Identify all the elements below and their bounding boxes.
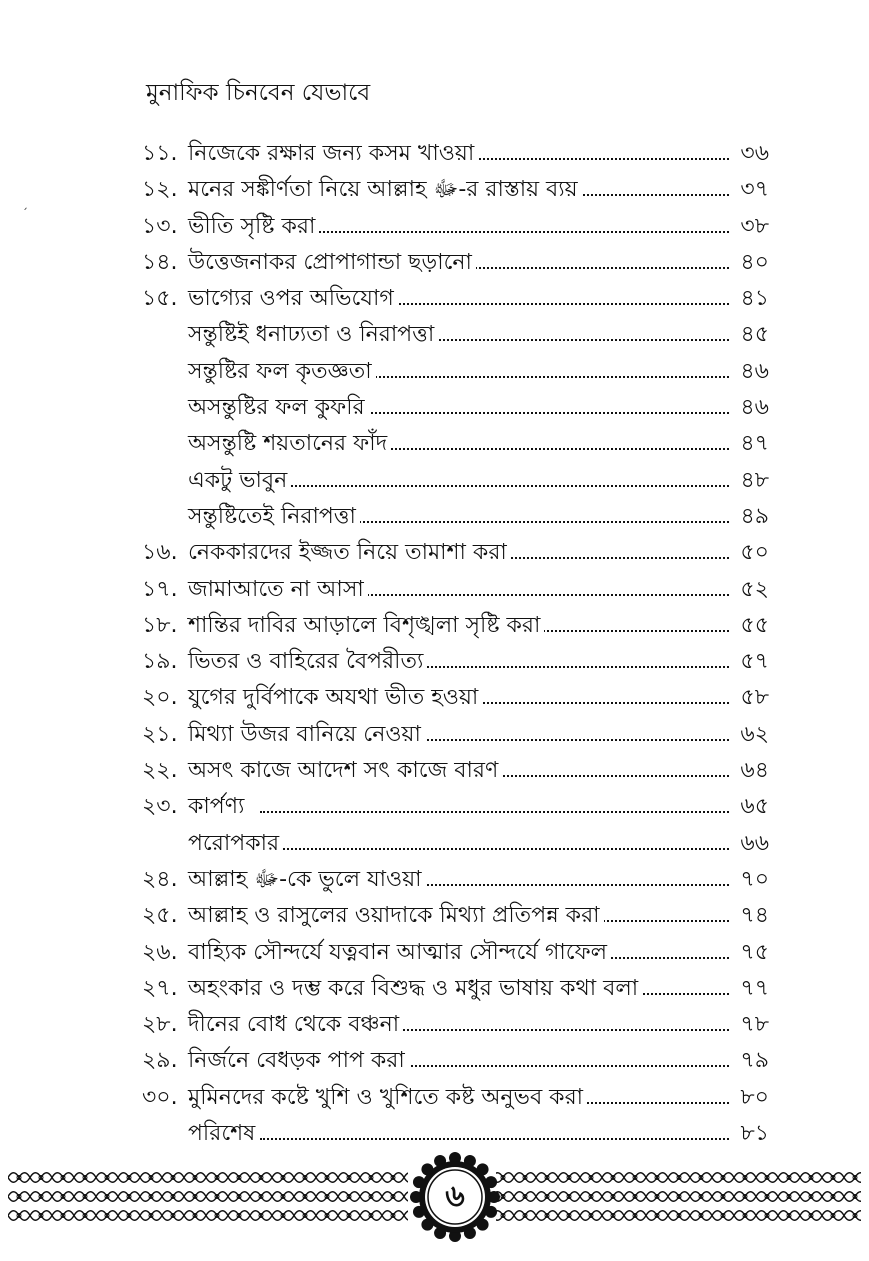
toc-entry-title: আল্লাহ ও রাসুলের ওয়াদাকে মিথ্যা প্রতিপন্ন করা <box>188 898 604 935</box>
toc-entry-number: ২৬. <box>142 939 178 965</box>
toc-entry <box>0 1003 869 1039</box>
toc-entry-number: ২৭. <box>142 975 178 1001</box>
toc-entry-title: মুমিনদের কষ্টে খুশি ও খুশিতে কষ্ট অনুভব করা <box>188 1080 587 1117</box>
toc-entry <box>0 168 869 204</box>
toc-dot-leader <box>260 231 729 233</box>
toc-entry-title: ভীতি সৃষ্টি করা <box>188 209 319 246</box>
toc-entry <box>0 1039 869 1075</box>
toc-entry-page: ৪০ <box>740 249 769 275</box>
table-of-contents <box>0 132 869 1148</box>
toc-entry-number: ২৯. <box>142 1048 178 1074</box>
toc-entry-title: নেককারদের ইজ্জত নিয়ে তামাশা করা <box>188 535 511 572</box>
toc-entry-title: ভাগ্যের ওপর অভিযোগ <box>188 281 398 318</box>
running-head: মুনাফিক চিনবেন যেভাবে <box>146 80 371 106</box>
toc-entry-title: দীনের বোধ থেকে বঞ্চনা <box>188 1007 403 1044</box>
toc-entry-title: অসৎ কাজে আদেশ সৎ কাজে বারণ <box>188 753 502 790</box>
toc-entry-page: ৬৬ <box>740 830 769 856</box>
toc-entry-title: বাহ্যিক সৌন্দর্যে যত্নবান আত্মার সৌন্দর্যে গাফেল <box>188 935 611 972</box>
toc-entry <box>0 785 869 821</box>
toc-entry-number: ১৪. <box>142 249 178 275</box>
toc-entry <box>0 931 869 967</box>
toc-entry-title: পরিশেষ <box>188 1116 259 1153</box>
toc-entry-title: পরোপকার <box>188 826 283 863</box>
toc-entry-page: ৪৬ <box>740 395 769 421</box>
toc-entry-title: যুগের দুর্বিপাকে অযথা ভীত হওয়া <box>188 680 482 717</box>
margin-mark: ˏ <box>22 196 28 210</box>
toc-entry-page: ৫৫ <box>740 612 769 638</box>
toc-entry-number: ২০. <box>142 685 178 711</box>
toc-entry-title: কার্পণ্য <box>188 789 248 826</box>
toc-entry-number: ১২. <box>142 177 178 203</box>
toc-entry-title: নির্জনে বেধড়ক পাপ করা <box>188 1043 409 1080</box>
toc-entry-title: নিজেকে রক্ষার জন্য কসম খাওয়া <box>188 136 478 173</box>
toc-entry <box>0 822 869 858</box>
toc-entry-page: ৭৪ <box>740 903 769 929</box>
toc-entry <box>0 568 869 604</box>
toc-entry-number: ৩০. <box>142 1084 178 1110</box>
toc-entry <box>0 241 869 277</box>
toc-entry-title: অসন্তুষ্টি শয়তানের ফাঁদ <box>188 426 391 463</box>
toc-entry <box>0 313 869 349</box>
toc-entry <box>0 640 869 676</box>
toc-entry-title: সন্তুষ্টিতেই নিরাপত্তা <box>188 499 360 536</box>
toc-entry <box>0 604 869 640</box>
toc-entry-title: মনের সঙ্কীর্ণতা নিয়ে আল্লাহ ﷻ-র রাস্তায় ব্যয় <box>188 172 582 209</box>
toc-entry <box>0 205 869 241</box>
toc-entry <box>0 350 869 386</box>
toc-entry-page: ৩৬ <box>740 141 769 166</box>
toc-entry-page: ৭৭ <box>740 975 769 1001</box>
toc-entry-page: ৩৮ <box>740 213 769 239</box>
toc-entry-page: ৪৯ <box>740 503 769 529</box>
toc-entry-title: ভিতর ও বাহিরের বৈপরীত্য <box>188 644 427 681</box>
toc-entry <box>0 132 869 168</box>
toc-entry <box>0 422 869 458</box>
toc-entry-number: ১৬. <box>142 540 178 566</box>
toc-entry <box>0 894 869 930</box>
toc-entry-page: ৫৭ <box>740 649 769 675</box>
toc-entry-page: ৭০ <box>740 866 769 892</box>
toc-entry-page: ৪৬ <box>740 358 769 384</box>
toc-entry-page: ৭৫ <box>740 939 769 965</box>
toc-entry <box>0 1076 869 1112</box>
toc-entry-title: অহংকার ও দম্ভ করে বিশুদ্ধ ও মধুর ভাষায় কথা বলা <box>188 971 642 1008</box>
toc-entry-number: ২১. <box>142 721 178 747</box>
toc-entry-page: ৮০ <box>740 1084 769 1110</box>
toc-entry-number: ২২. <box>142 758 178 784</box>
toc-entry-page: ৪৭ <box>740 431 769 457</box>
toc-entry-title: সন্তুষ্টির ফল কৃতজ্ঞতা <box>188 354 376 391</box>
toc-entry-title: সন্তুষ্টিই ধনাঢ্যতা ও নিরাপত্তা <box>188 317 438 354</box>
toc-entry-title: আল্লাহ ﷻ-কে ভুলে যাওয়া <box>188 862 426 899</box>
toc-entry <box>0 967 869 1003</box>
toc-entry <box>0 676 869 712</box>
toc-entry-page: ৪৮ <box>740 467 769 493</box>
toc-entry-page: ৭৮ <box>740 1012 769 1038</box>
toc-entry <box>0 858 869 894</box>
toc-entry-title: মিথ্যা উজর বানিয়ে নেওয়া <box>188 717 425 754</box>
toc-dot-leader <box>260 811 729 813</box>
toc-entry-page: ৫২ <box>740 576 769 602</box>
toc-dot-leader <box>260 485 729 487</box>
toc-entry-page: ৪১ <box>740 286 769 312</box>
toc-entry <box>0 459 869 495</box>
toc-entry-number: ২৪. <box>142 866 178 892</box>
toc-entry <box>0 386 869 422</box>
toc-entry-title: একটু ভাবুন <box>188 463 291 500</box>
toc-entry-number: ২৮. <box>142 1012 178 1038</box>
toc-entry-number: ১৯. <box>142 649 178 675</box>
toc-entry-title: জামাআতে না আসা <box>188 572 368 609</box>
toc-entry-page: ৬৪ <box>740 758 769 784</box>
toc-entry-number: ১১. <box>142 141 178 166</box>
toc-entry-page: ৩৭ <box>740 177 769 203</box>
toc-entry-number: ১৩. <box>142 213 178 239</box>
page-number: ৬ <box>445 1179 465 1214</box>
toc-entry-number: ১৫. <box>142 286 178 312</box>
toc-entry <box>0 531 869 567</box>
toc-dot-leader <box>260 1138 729 1140</box>
toc-entry-page: ৬৫ <box>740 794 769 820</box>
toc-entry-title: অসন্তুষ্টির ফল কুফরি <box>188 390 369 427</box>
toc-entry-title: শান্তির দাবির আড়ালে বিশৃঙ্খলা সৃষ্টি করা <box>188 608 544 645</box>
toc-entry-number: ২৩. <box>142 794 178 820</box>
toc-entry-page: ৮১ <box>740 1121 769 1147</box>
toc-entry <box>0 495 869 531</box>
toc-entry-number: ১৮. <box>142 612 178 638</box>
toc-entry-number: ১৭. <box>142 576 178 602</box>
toc-entry-number: ২৫. <box>142 903 178 929</box>
toc-dot-leader <box>260 848 729 850</box>
toc-entry-title: উত্তেজনাকর প্রোপাগান্ডা ছড়ানো <box>188 245 476 282</box>
toc-entry <box>0 749 869 785</box>
toc-entry-page: ৭৯ <box>740 1048 769 1074</box>
toc-entry-page: ৬২ <box>740 721 769 747</box>
toc-entry <box>0 277 869 313</box>
toc-entry <box>0 713 869 749</box>
toc-entry <box>0 1112 869 1148</box>
toc-entry-page: ৫৮ <box>740 685 769 711</box>
toc-entry-page: ৫০ <box>740 540 769 566</box>
toc-entry-page: ৪৫ <box>740 322 769 348</box>
